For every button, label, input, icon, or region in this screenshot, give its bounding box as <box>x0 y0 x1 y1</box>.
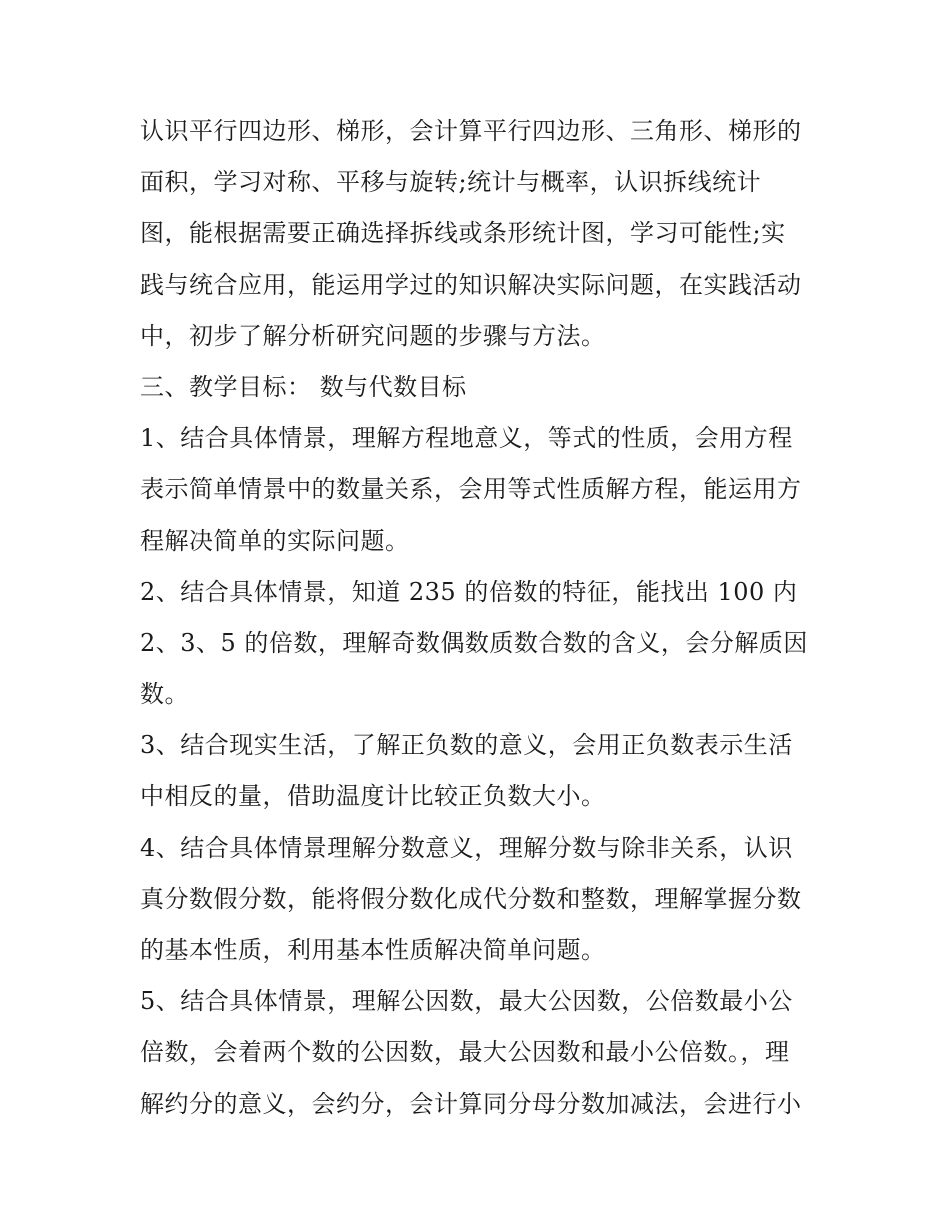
text-line: 1、结合具体情景，理解方程地意义，等式的性质，会用方程 <box>140 424 793 453</box>
text-line: 真分数假分数，能将假分数化成代分数和整数，理解掌握分数 <box>140 884 802 913</box>
text-line: 面积，学习对称、平移与旋转;统计与概率，认识拆线统计 <box>140 168 762 197</box>
text-line: 2、结合具体情景，知道 235 的倍数的特征，能找出 100 内 <box>140 577 798 606</box>
text-line: 中，初步了解分析研究问题的步骤与方法。 <box>140 321 606 350</box>
document-body <box>140 106 820 1130</box>
text-line: 2、3、5 的倍数，理解奇数偶数质数合数的含义，会分解质因 <box>140 628 808 657</box>
text-line: 解约分的意义，会约分，会计算同分母分数加减法，会进行小 <box>140 1089 802 1118</box>
text-line: 程解决简单的实际问题。 <box>140 526 410 555</box>
text-line: 践与统合应用，能运用学过的知识解决实际问题，在实践活动 <box>140 270 802 299</box>
text-line: 数。 <box>140 680 189 709</box>
text-line: 图，能根据需要正确选择拆线或条形统计图，学习可能性;实 <box>140 219 786 248</box>
text-line: 的基本性质，利用基本性质解决简单问题。 <box>140 936 606 964</box>
section-heading: 三、教学目标： 数与代数目标 <box>140 372 467 401</box>
text-line: 3、结合现实生活，了解正负数的意义，会用正负数表示生活 <box>140 731 793 760</box>
text-line: 表示简单情景中的数量关系，会用等式性质解方程，能运用方 <box>140 475 802 504</box>
text-line: 4、结合具体情景理解分数意义，理解分数与除非关系，认识 <box>140 833 793 862</box>
text-line: 中相反的量，借助温度计比较正负数大小。 <box>140 782 606 811</box>
text-line: 认识平行四边形、梯形，会计算平行四边形、三角形、梯形的 <box>140 117 802 145</box>
text-line: 倍数，会着两个数的公因数，最大公因数和最小公倍数。，理 <box>140 1038 790 1067</box>
text-line: 5、结合具体情景，理解公因数，最大公因数，公倍数最小公 <box>140 987 793 1016</box>
